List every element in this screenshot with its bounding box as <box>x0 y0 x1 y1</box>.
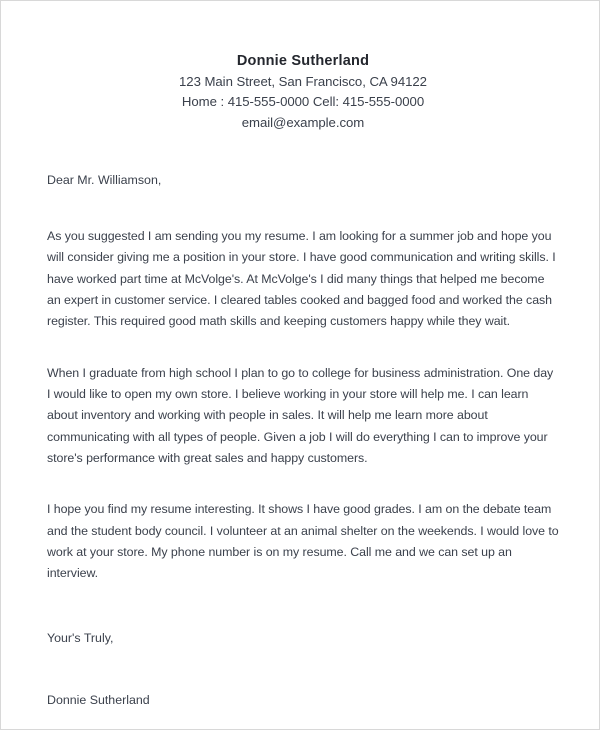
letter-content <box>47 1 559 710</box>
closing-salutation: Your's Truly, <box>47 630 114 645</box>
sender-email: email@example.com <box>241 114 365 130</box>
sender-phone-numbers: Home : 415-555-0000 Cell: 415-555-0000 <box>181 94 425 110</box>
body-paragraph: I hope you find my resume interesting. It shows I have good grades. I am on the debate team and the student body council. I volunteer at an animal shelter on the weekends. I would love to work at your store. My phone number is on my resume. Call me and we can set up an interview. <box>47 502 559 581</box>
body-paragraph: As you suggested I am sending you my resume. I am looking for a summer job and hope you will consider giving me a position in your store. I have good communication and writing skills. I have worked part time at McVolge's. At McVolge's I did many things that helped me become an expert in customer service. I cleared tables cooked and bagged food and worked the cash register. This required good math skills and keeping customers happy while they wait. <box>47 228 556 329</box>
letterhead <box>47 1 559 133</box>
letter-body <box>47 226 559 585</box>
sender-name: Donnie Sutherland <box>236 53 370 69</box>
salutation: Dear Mr. Williamson, <box>47 173 162 188</box>
body-paragraph: When I graduate from high school I plan to go to college for business administration. One day I would like to open my own store. I believe working in your store will help me. I can learn about inventory and working with people in sales. It will help me learn more about communicating with all types of people. Given a job I will do everything I can to improve your store's performance with great sales and happy customers. <box>47 365 554 465</box>
sender-address: 123 Main Street, San Francisco, CA 94122 <box>179 74 427 90</box>
signature-name: Donnie Sutherland <box>47 693 150 708</box>
